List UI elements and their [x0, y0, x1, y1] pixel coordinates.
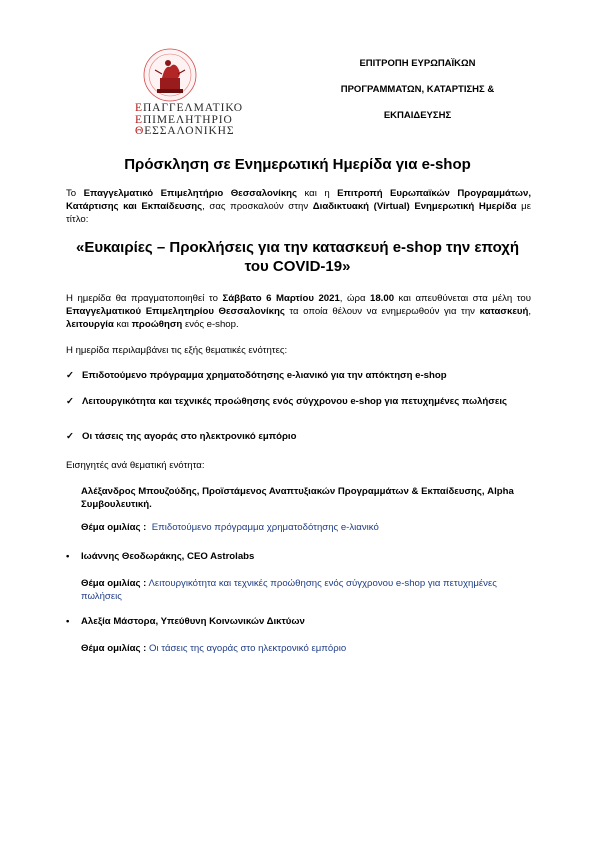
logo-line-3-rest: ΕΣΣΑΛΟΝΙΚΗΣ [144, 125, 235, 137]
date-bold-build: κατασκευή [479, 306, 529, 317]
date-bold-org: Επαγγελματικού Επιμελητηρίου Θεσσαλονίκης [66, 306, 285, 317]
sections-intro: Η ημερίδα περιλαμβάνει τις εξής θεματικές ενότητες: [66, 345, 288, 356]
event-time: 18.00 [370, 293, 395, 304]
topic-label: Θέμα ομιλίας : [81, 643, 147, 654]
speaker-bullet-row [66, 551, 531, 564]
intro-bold-2: Επιτροπή Ευρωπαϊκών Προγραμμάτων, Κατάρτισης και Εκπαίδευσης [66, 188, 531, 212]
intro-text-3: , σας προσκαλούν στην [202, 201, 313, 212]
speaker-topic [81, 642, 531, 655]
date-text-1: Η ημερίδα θα πραγματοποιηθεί το [66, 293, 223, 304]
event-subtitle [60, 238, 535, 276]
speaker-name: Αλέξανδρος Μπουζούδης, Προϊστάμενος Αναπτυξιακών Προγραμμάτων & Εκπαίδευσης, Alpha Συμβουλευτική. [81, 486, 514, 510]
section-item-text: Επιδοτούμενο πρόγραμμα χρηματοδότησης e-λιανικό για την απόκτηση e-shop [82, 370, 447, 381]
speaker-name: Ιωάννης Θεοδωράκης, CEO Astrolabs [81, 551, 255, 562]
event-date: Σάββατο 6 Μαρτίου 2021 [222, 293, 340, 304]
intro-bold-1: Επαγγελματικό Επιμελητήριο Θεσσαλονίκης [83, 188, 298, 199]
logo-initial-2: Ε [135, 113, 143, 126]
logo-line-2-rest: ΠΙΜΕΛΗΤΗΡΙΟ [142, 113, 233, 126]
logo-initial-1: Ε [135, 102, 143, 114]
speaker-name: Αλεξία Μάστορα, Υπεύθυνη Κοινωνικών Δικτύων [81, 616, 305, 627]
chamber-logo-text [135, 103, 245, 138]
intro-paragraph [66, 187, 531, 226]
section-item-text: Οι τάσεις της αγοράς στο ηλεκτρονικό εμπόριο [82, 431, 297, 442]
page-title: Πρόσκληση σε Ενημερωτική Ημερίδα για e-shop [124, 156, 471, 173]
topic-value: Οι τάσεις της αγοράς στο ηλεκτρονικό εμπόριο [149, 643, 347, 654]
intro-text-1: Το [66, 188, 84, 199]
intro-bold-3: Διαδικτυακή (Virtual) Ενημερωτική Ημερίδα [312, 201, 517, 212]
speaker-bullet-row [66, 616, 531, 629]
topic-value: Επιδοτούμενο πρόγραμμα χρηματοδότησης e-λιανικό [151, 522, 379, 533]
committee-line-1: ΕΠΙΤΡΟΠΗ ΕΥΡΩΠΑΪΚΩΝ [359, 58, 476, 69]
topic-value: Λειτουργικότητα και τεχνικές προώθησης ενός σύγχρονου e-shop για πετυχημένες πωλήσεις [81, 578, 497, 602]
bullet-icon: • [66, 551, 70, 562]
date-text-4: τα οποία θέλουν να ενημερωθούν για την [284, 306, 480, 317]
date-text-2: , ώρα [339, 293, 371, 304]
topic-label: Θέμα ομιλίας : [81, 522, 147, 533]
speaker-topic [81, 577, 531, 603]
intro-text-4: με τίτλο: [66, 201, 531, 225]
section-item [66, 395, 531, 421]
committee-line-2: ΠΡΟΓΡΑΜΜΑΤΩΝ, ΚΑΤΑΡΤΙΣΗΣ & [340, 84, 495, 95]
date-bold-operation: λειτουργία [66, 319, 114, 330]
chamber-emblem-icon [135, 45, 245, 105]
speakers-intro: Εισηγητές ανά θεματική ενότητα: [66, 460, 205, 471]
check-icon: ✓ [66, 431, 75, 442]
bullet-icon: • [66, 616, 70, 627]
speaker-topic [81, 521, 531, 534]
check-icon: ✓ [66, 396, 75, 407]
date-text-7: ενός e-shop. [182, 319, 239, 330]
date-bold-promotion: προώθηση [131, 319, 183, 330]
date-text-6: και [113, 319, 132, 330]
date-text-3: και απευθύνεται στα μέλη του [394, 293, 531, 304]
intro-text-2: και η [297, 188, 338, 199]
date-text-5: , [528, 306, 531, 317]
topic-label: Θέμα ομιλίας : [81, 578, 147, 589]
logo-initial-3: Θ [135, 125, 145, 137]
section-item-text: Λειτουργικότητα και τεχνικές προώθησης ενός σύγχρονου e-shop για πετυχημένες πωλήσεις [82, 396, 508, 407]
check-icon: ✓ [66, 370, 75, 381]
event-subtitle-line-1: «Ευκαιρίες – Προκλήσεις για την κατασκευή e-shop την εποχή [76, 239, 519, 256]
event-subtitle-line-2: του COVID-19» [244, 258, 351, 275]
logo-line-1-rest: ΠΑΓΓΕΛΜΑΤΙΚΟ [142, 102, 243, 114]
date-paragraph [66, 292, 531, 331]
committee-line-3: ΕΚΠΑΙΔΕΥΣΗΣ [383, 110, 452, 121]
